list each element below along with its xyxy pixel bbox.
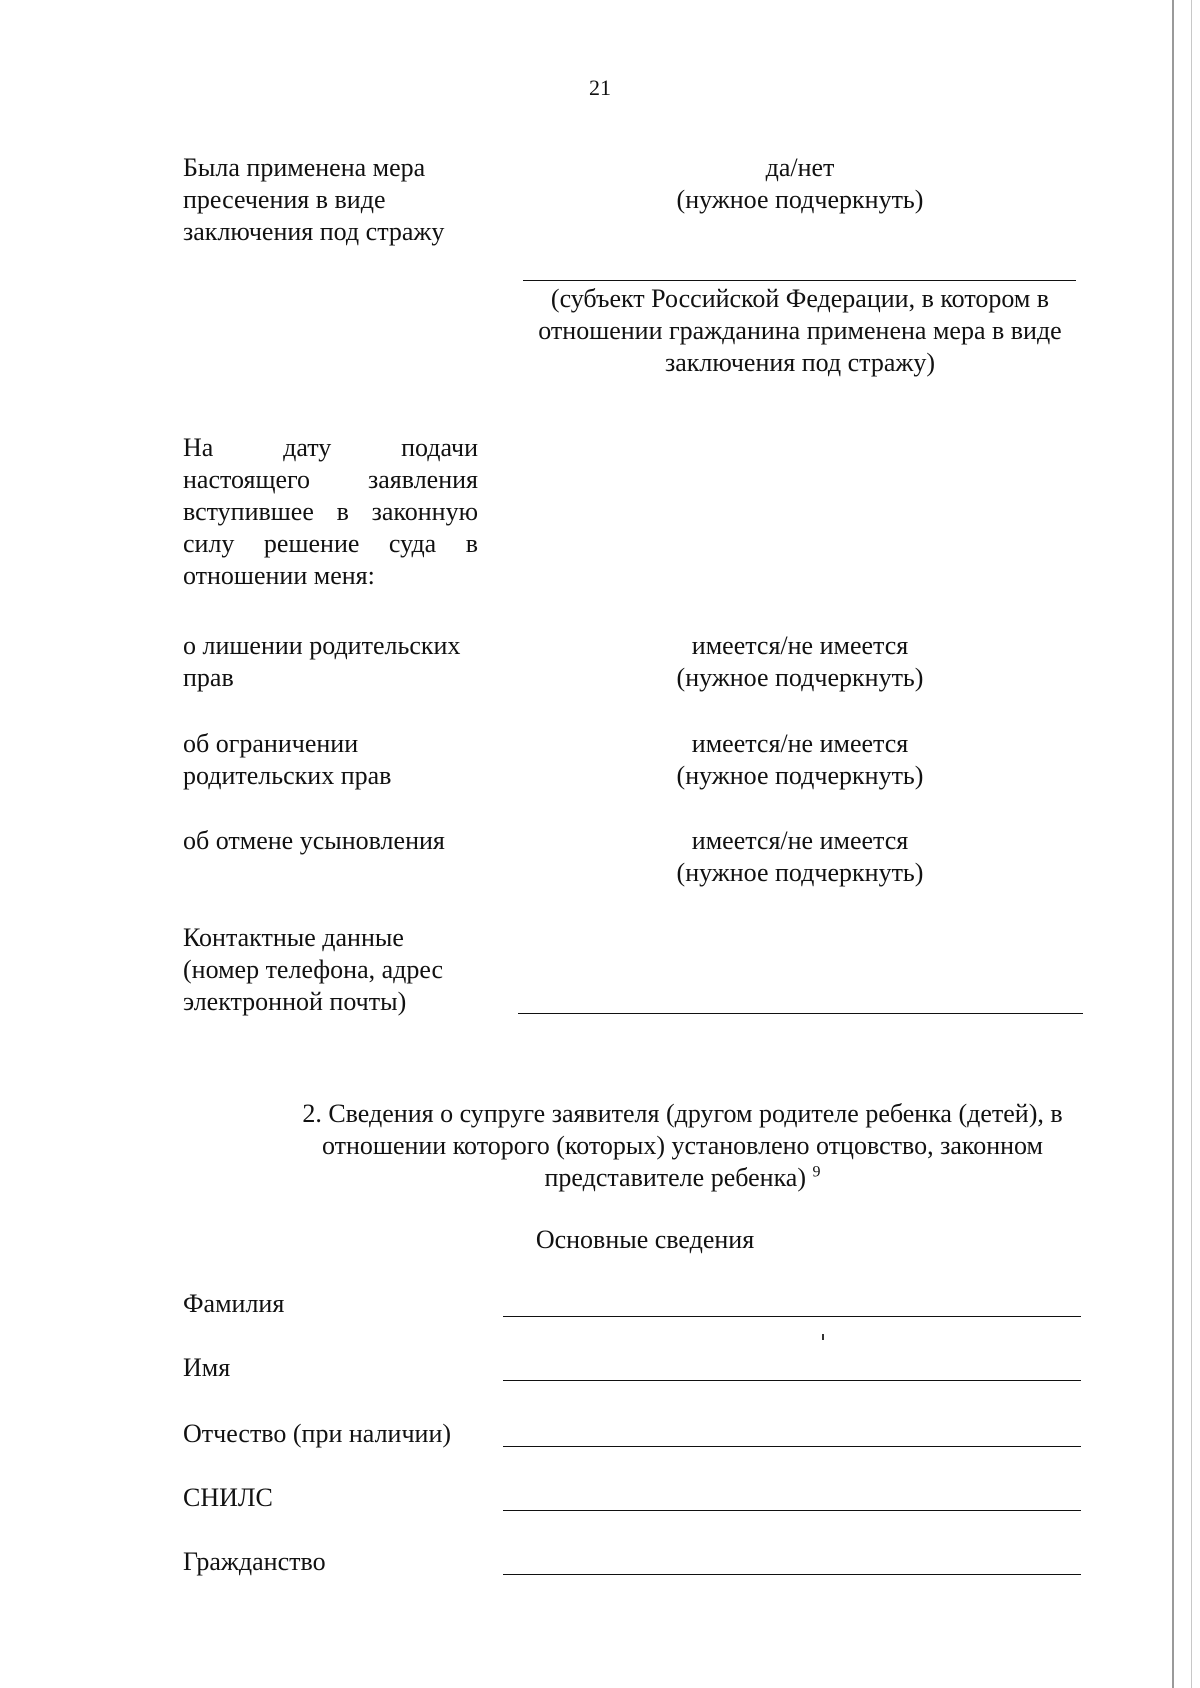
court-item-3-label: об отмене усыновления [183, 826, 445, 855]
patronymic-input-line[interactable] [503, 1446, 1081, 1447]
page-edge [1172, 0, 1174, 1688]
court-item-1-options[interactable]: имеется/не имеется [691, 631, 909, 660]
surname-input-line[interactable] [503, 1316, 1081, 1317]
snils-input-line[interactable] [503, 1510, 1081, 1511]
field-label-citizenship: Гражданство [183, 1547, 326, 1576]
field-label-patronymic: Отчество (при наличии) [183, 1419, 452, 1448]
subject-input-line[interactable] [523, 280, 1076, 281]
preventive-measure-options [520, 152, 1080, 216]
citizenship-input-line[interactable] [503, 1574, 1081, 1575]
preventive-measure-yes-no[interactable]: да/нет [765, 153, 835, 182]
page-edge-outer [1191, 0, 1192, 1688]
preventive-measure-hint: (нужное подчеркнуть) [676, 185, 924, 214]
subject-caption: (субъект Российской Федерации, в котором в отношении гражданина применена мера в виде заключения под стражу) [538, 284, 1062, 377]
section2-subtitle: Основные сведения [535, 1225, 755, 1254]
court-item-3-value [520, 825, 1080, 889]
contacts-label: Контактные данные (номер телефона, адрес электронной почты) [183, 923, 444, 1016]
field-label-name: Имя [183, 1353, 231, 1382]
name-input-line[interactable] [503, 1380, 1081, 1381]
section2-title-text: 2. Сведения о супруге заявителя (другом родителе ребенка (детей), в отношении которого (которых) установлено отцовство, законном представителе ребенка) [302, 1099, 1063, 1192]
court-item-2-label: об ограничении родительских прав [183, 729, 392, 790]
page-number: 21 [589, 75, 611, 100]
section2-title [255, 1098, 1110, 1194]
scan-speck [822, 1334, 824, 1340]
court-item-3-hint: (нужное подчеркнуть) [676, 858, 924, 887]
court-item-2-hint: (нужное подчеркнуть) [676, 761, 924, 790]
court-item-1-hint: (нужное подчеркнуть) [676, 663, 924, 692]
court-item-2-value [520, 728, 1080, 792]
field-label-surname: Фамилия [183, 1289, 285, 1318]
court-item-3-options[interactable]: имеется/не имеется [691, 826, 909, 855]
court-item-1-label: о лишении родительских прав [183, 631, 461, 692]
field-label-snils: СНИЛС [183, 1483, 273, 1512]
court-item-2-options[interactable]: имеется/не имеется [691, 729, 909, 758]
court-item-1-value [520, 630, 1080, 694]
preventive-measure-label: Была применена мера пресечения в виде заключения под стражу [183, 153, 445, 246]
footnote-marker: 9 [812, 1163, 821, 1181]
contacts-input-line[interactable] [518, 1013, 1083, 1014]
court-decision-intro: На дату подачи настоящего заявления вступившее в законную силу решение суда в отношении меня: [183, 433, 478, 590]
